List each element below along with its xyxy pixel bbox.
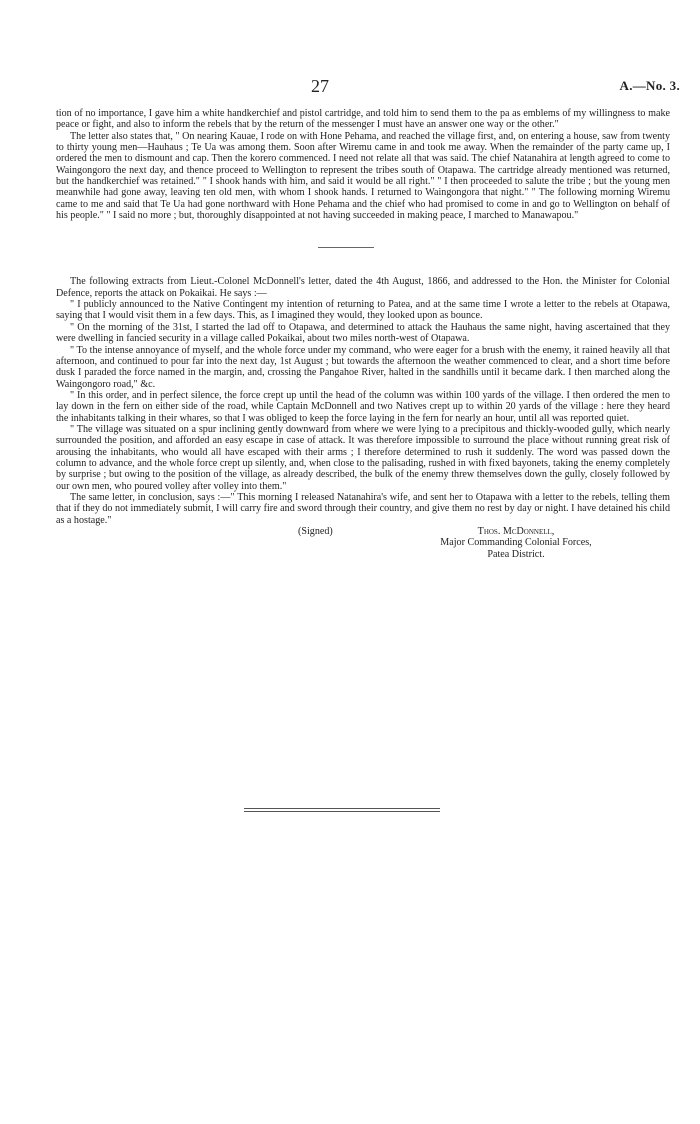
- signed-label: (Signed): [298, 526, 333, 537]
- signatory-title: Major Commanding Colonial Forces,: [440, 537, 592, 549]
- end-rule: [244, 808, 440, 812]
- signatory: [416, 526, 616, 560]
- signature-block: [56, 526, 670, 562]
- paragraph: The following extracts from Lieut.-Colonel McDonnell's letter, dated the 4th August, 1866, and addressed to the Hon. the Minister for Colonial Defence, reports the attack on Pokaikai. He says :—: [56, 276, 670, 299]
- paragraph: The same letter, in conclusion, says :—" This morning I released Natanahira's wife, and sent her to Otapawa with a letter to the rebels, telling them that if they do not immediately submit, I will carry fire and sword through their country, and give them no rest by day or night. I have detained his child as a hostage.": [56, 491, 670, 526]
- section-divider: [318, 247, 374, 248]
- document-body: [56, 108, 670, 562]
- page-header: [0, 76, 700, 100]
- paragraph: " To the intense annoyance of myself, and the whole force under my command, who were eager for a brush with the enemy, it rained heavily all that afternoon, and continued to pour far into the next day, 1st August ; but towards the afternoon the weather commenced to clear, and a short time before dusk I paraded the force named in the margin, and, crossing the Pangahoe River, halted in the sandhills until it became dark. I then marched along the Waingongoro road," &c.: [56, 344, 670, 390]
- paragraph: " In this order, and in perfect silence, the force crept up until the head of the column was within 100 yards of the village. I then ordered the men to lay down in the fern on either side of the road, while Captain McDonnell and two Natives crept up to within 20 yards of the village : here they heard the inhabitants talking in their whares, so that I was obliged to keep the force laying in the fern for nearly an hour, until all was reported quiet.: [56, 389, 670, 424]
- signatory-name: Thos. McDonnell,: [477, 526, 555, 537]
- paragraph: " On the morning of the 31st, I started the lad off to Otapawa, and determined to attack the Hauhaus the same night, having ascertained that they were dwelling in fancied security in a village called Pokaikai, about two miles north-west of Otapawa.: [56, 321, 670, 345]
- paragraph: " I publicly announced to the Native Contingent my intention of returning to Patea, and at the same time I wrote a letter to the rebels at Otapawa, saying that I would visit them in a few days. This, as I imagined they would, they looked upon as bounce.: [56, 299, 670, 322]
- document-reference: A.—No. 3.: [619, 78, 680, 93]
- page-number: 27: [311, 76, 329, 96]
- paragraph: " The village was situated on a spur inclining gently downward from where we were lying to a precipitous and thickly-wooded gully, which nearly surrounded the position, and afforded an easy escape in case of attack. It was therefore impossible to surround the place without running great risk of arousing the inhabitants, who would all have escaped with their arms ; I therefore determined to rush it suddenly. The word was passed down the column to advance, and the whole force crept up silently, and, when close to the palisading, rushed in with fixed bayonets, taking the enemy completely by surprise ; but owing to the position of the village, as already described, the bulk of the enemy threw themselves down the gully, closely followed by our own men, who poured volley after volley into them.": [56, 423, 670, 492]
- paragraph: The letter also states that, " On nearing Kauae, I rode on with Hone Pehama, and reached the village first, and, on entering a house, saw from twenty to thirty young men—Hauhaus ; Te Ua was among them. Soon after Wiremu came in and took me away. When the remainder of the party came up, I ordered the men to dismount and cap. Then the korero commenced. I need not relate all that was said. The chief Natanahira at length agreed to come to Waingongoro the next day, and thence proceed to Wellington to represent the tribes south of Otapawa. The cartridge already mentioned was returned, but the handkerchief was retained." " I shook hands with him, and said it would be all right." " I then proceeded to salute the tribe ; but the young men meanwhile had gone away, leaving ten old men, with whom I shook hands. I returned to Waingongora that night." " The following morning Wiremu came to me and said that Te Ua had gone northward with Hone Pehama and the chief who had promised to come in and go to Wellington on behalf of his people." " I said no more ; but, thoroughly disappointed at not having succeeded in making peace, I marched to Manawapou.": [56, 130, 670, 222]
- signatory-district: Patea District.: [487, 548, 545, 560]
- paragraph: tion of no importance, I gave him a white handkerchief and pistol cartridge, and told him to send them to the pa as emblems of my willingness to make peace or fight, and also to inform the rebels that by the return of the messenger I must have an answer one way or the other.": [56, 108, 670, 131]
